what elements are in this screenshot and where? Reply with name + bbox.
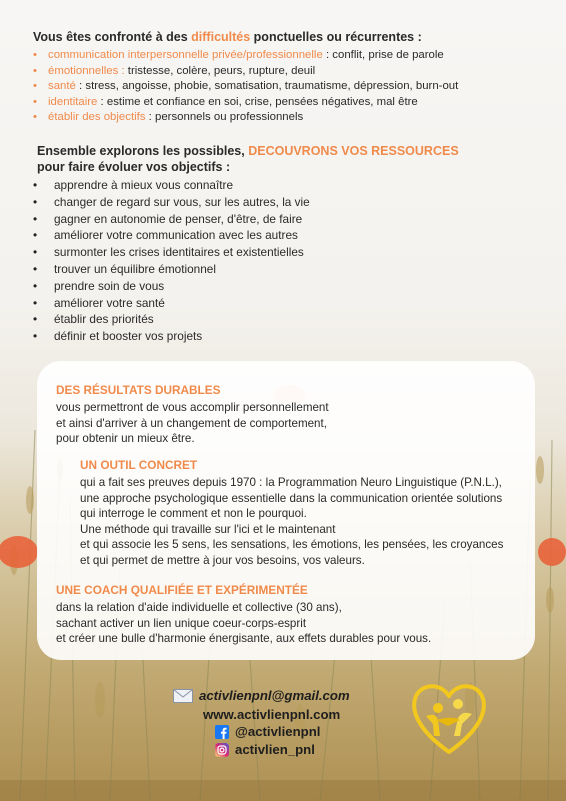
heart-logo — [408, 680, 490, 756]
list-item — [33, 48, 458, 64]
results-text — [56, 400, 329, 447]
tool-title: UN OUTIL CONCRET — [80, 458, 198, 472]
email-text: activlienpnl@gmail.com — [199, 688, 350, 703]
list-item: • surmonter les crises identitaires et existentielles — [33, 244, 310, 261]
resources-heading-line2: pour faire évoluer vos objectifs : — [37, 160, 231, 174]
website-link[interactable]: www.activlienpnl.com — [203, 707, 341, 722]
tool-line: et qui permet de mettre à jour vos besoins, vos valeurs. — [80, 553, 365, 567]
difficulty-text: : conflit, prise de parole — [322, 49, 444, 61]
benefits-card — [37, 361, 535, 660]
difficulty-label: établir des objectifs — [48, 111, 146, 124]
difficulties-list — [33, 48, 458, 126]
coach-line: et créer une bulle d'harmonie énergisante, aux effets durables pour vous. — [56, 632, 432, 646]
resources-heading — [37, 143, 459, 175]
intro-heading — [33, 30, 422, 44]
resources-heading-accent: DECOUVRONS VOS RESSOURCES — [248, 144, 459, 158]
results-line: vous permettront de vous accomplir personnellement — [56, 401, 329, 414]
difficulty-text: : estime et confiance en soi, crise, pensées négatives, mal être — [97, 95, 418, 108]
intro-heading-start: Vous êtes confronté à des — [33, 30, 192, 44]
results-title: DES RÉSULTATS DURABLES — [56, 383, 221, 397]
facebook-icon — [215, 725, 229, 739]
difficulty-text: : personnels ou professionnels — [145, 111, 304, 124]
resources-heading-start: Ensemble explorons les possibles, — [37, 144, 249, 158]
tool-line: et qui associe les 5 sens, les sensations, les émotions, les pensées, les croyances — [80, 538, 504, 552]
tool-line: qui a fait ses preuves depuis 1970 : la Programmation Neuro Linguistique (P.N.L.), — [80, 476, 502, 489]
difficulty-label: identitaire — [48, 95, 98, 108]
list-item: • apprendre à mieux vous connaître — [33, 177, 310, 194]
difficulty-label: santé — [48, 80, 76, 93]
coach-line: sachant activer un lien unique coeur-corps-esprit — [56, 616, 307, 630]
list-item — [33, 79, 458, 95]
difficulty-text: : stress, angoisse, phobie, somatisation, traumatisme, dépression, burn-out — [75, 80, 459, 93]
intro-heading-end: ponctuelles ou récurrentes : — [250, 30, 422, 44]
list-item: • trouver un équilibre émotionnel — [33, 261, 310, 278]
difficulty-label: communication interpersonnelle privée/professionnelle — [48, 49, 323, 61]
facebook-contact[interactable] — [215, 724, 320, 739]
coach-line: dans la relation d'aide individuelle et collective (30 ans), — [56, 601, 342, 614]
instagram-icon — [215, 743, 229, 757]
instagram-handle: activlien_pnl — [235, 742, 315, 757]
envelope-icon — [173, 689, 193, 703]
results-line: pour obtenir un mieux être. — [56, 432, 195, 446]
list-item: • définir et booster vos projets — [33, 328, 310, 345]
list-item — [33, 110, 458, 126]
intro-heading-accent: difficultés — [191, 30, 251, 44]
tool-text — [80, 475, 503, 569]
coach-text — [56, 600, 431, 647]
results-line: et ainsi d'arriver à un changement de comportement, — [56, 416, 327, 430]
list-item — [33, 64, 458, 80]
tool-line: Une méthode qui travaille sur l'ici et le maintenant — [80, 522, 336, 536]
list-item: • établir des priorités — [33, 311, 310, 328]
facebook-handle: @activlienpnl — [235, 724, 321, 739]
difficulty-text: tristesse, colère, peurs, rupture, deuil — [127, 64, 316, 77]
list-item: • prendre soin de vous — [33, 278, 310, 295]
tool-line: qui interroge le comment et non le pourquoi. — [80, 507, 307, 521]
tool-line: une approche psychologique essentielle dans la communication orientée solutions — [80, 491, 503, 505]
list-item: • améliorer votre santé — [33, 295, 310, 312]
list-item: • améliorer votre communication avec les autres — [33, 227, 310, 244]
resources-list — [33, 177, 310, 345]
email-contact[interactable] — [173, 688, 350, 703]
list-item: • gagner en autonomie de penser, d'être, de faire — [33, 211, 310, 228]
list-item — [33, 95, 458, 111]
instagram-contact[interactable] — [215, 742, 315, 757]
resources-heading-line1 — [37, 143, 459, 159]
list-item: • changer de regard sur vous, sur les autres, la vie — [33, 194, 310, 211]
coach-title: UNE COACH QUALIFIÉE ET EXPÉRIMENTÉE — [56, 583, 308, 597]
difficulty-label: émotionnelles : — [48, 64, 128, 77]
